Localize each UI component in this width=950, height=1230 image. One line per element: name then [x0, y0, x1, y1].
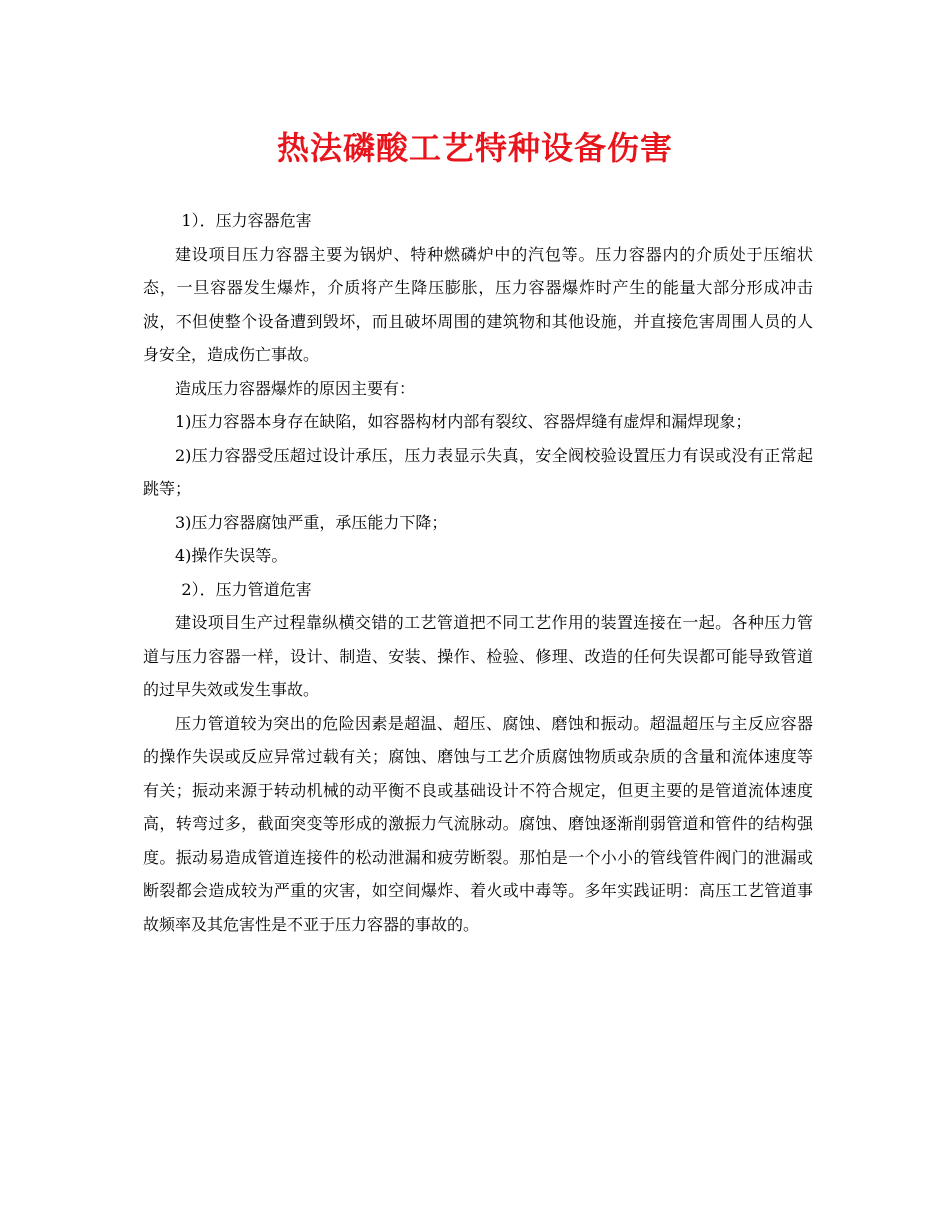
list-item-cause-1: 1)压力容器本身存在缺陷，如容器构材内部有裂纹、容器焊缝有虚焊和漏焊现象；: [175, 412, 752, 431]
document-body: [143, 204, 813, 941]
list-item-cause-3: 3)压力容器腐蚀严重，承压能力下降；: [175, 512, 448, 532]
list-item-cause-4: 4)操作失误等。: [175, 546, 288, 565]
document-title: 热法磷酸工艺特种设备伤害: [276, 129, 673, 167]
paragraph-pipeline-intro: 建设项目生产过程靠纵横交错的工艺管道把不同工艺作用的装置连接在一起。各种压力管道与压力容器一样，设计、制造、安装、操作、检验、修理、改造的任何失误都可能导致管道的过早失效或发生事故。: [143, 613, 813, 699]
paragraph-pressure-vessel-intro: 建设项目压力容器主要为锅炉、特种燃磷炉中的汽包等。压力容器内的介质处于压缩状态，一旦容器发生爆炸，介质将产生降压膨胀，压力容器爆炸时产生的能量大部分形成冲击波，不但使整个设备遭到毁坏，而且破坏周围的建筑物和其他设施，并直接危害周围人员的人身安全，造成伤亡事故。: [143, 244, 813, 364]
section-heading-pressure-pipeline: 2）．压力管道危害: [181, 579, 312, 599]
list-item-cause-2: 2)压力容器受压超过设计承压，压力表显示失真，安全阀校验设置压力有误或没有正常起跳等；: [143, 445, 813, 498]
section-heading-pressure-vessel: 1）．压力容器危害: [181, 211, 312, 230]
paragraph-pipeline-hazards: 压力管道较为突出的危险因素是超温、超压、腐蚀、磨蚀和振动。超温超压与主反应容器的操作失误或反应异常过载有关；腐蚀、磨蚀与工艺介质腐蚀物质或杂质的含量和流体速度等有关；振动来源于转动机械的动平衡不良或基础设计不符合规定，但更主要的是管道流体速度高，转弯过多，截面突变等形成的激振力气流脉动。腐蚀、磨蚀逐渐削弱管道和管件的结构强度。振动易造成管道连接件的松动泄漏和疲劳断裂。那怕是一个小小的管线管件阀门的泄漏或断裂都会造成较为严重的灾害，如空间爆炸、着火或中毒等。多年实践证明：高压工艺管道事故频率及其危害性是不亚于压力容器的事故的。: [143, 713, 813, 934]
paragraph-explosion-causes-lead: 造成压力容器爆炸的原因主要有：: [175, 378, 416, 398]
